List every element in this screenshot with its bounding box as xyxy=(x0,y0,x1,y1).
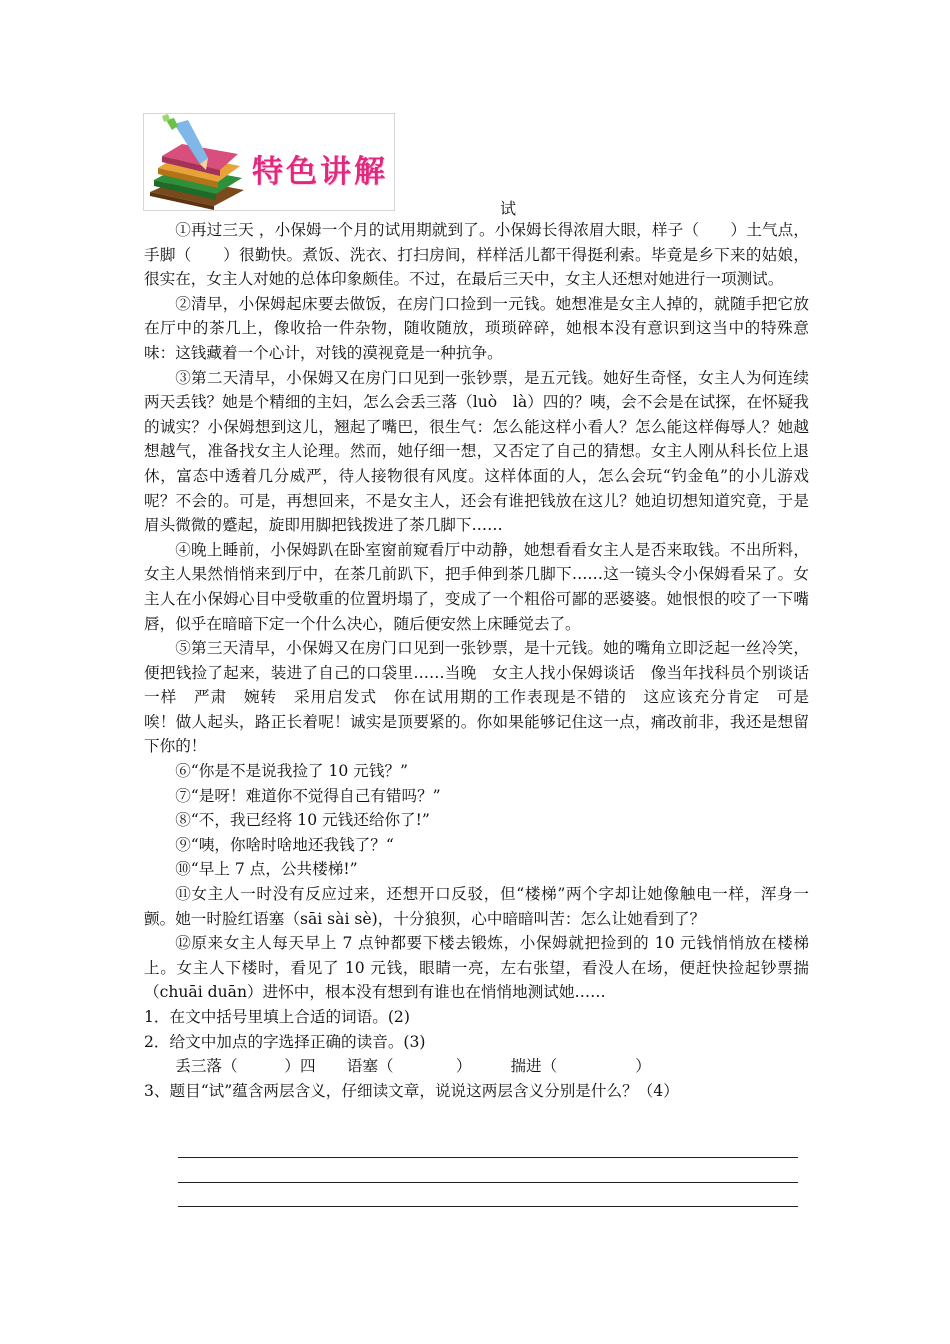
answer-line[interactable] xyxy=(178,1182,798,1183)
question-2-blanks[interactable]: 丢三落（ ）四 语塞（ ） 揣进（ ） xyxy=(175,1057,651,1076)
article-paragraph: ②清早，小保姆起床要去做饭，在房门口捡到一元钱。她想准是女主人掉的，就随手把它放在厅中的茶几上，像收拾一件杂物，随收随放，琐琐碎碎，她根本没有意识到这当中的特殊意味：这钱藏着一个心计，对钱的漠视竟是一种抗争。 xyxy=(144,294,809,362)
article-paragraph: ⑥“你是不是说我捡了 10 元钱？” xyxy=(175,762,409,781)
article-paragraph: ⑪女主人一时没有反应过来，还想开口反驳，但“楼梯”两个字却让她像触电一样，浑身一颤。她一时脸红语塞（sāi sài sè)，十分狼狈，心中暗暗叫苦：怎么让她看到了？ xyxy=(144,885,809,928)
question-3: 3、题目“试”蕴含两层含义，仔细读文章，说说这两层含义分别是什么？（4） xyxy=(144,1081,679,1100)
article-paragraph: ⑧“不，我已经将 10 元钱还给你了!” xyxy=(175,811,430,830)
article-paragraph: ③第二天清早，小保姆又在房门口见到一张钞票，是五元钱。她好生奇怪，女主人为何连续两天丢钱？她是个精细的主妇，怎么会丢三落（luò là）四的？咦，会不会是在试探，在怀疑我的诚实？小保姆想到这儿，翘起了嘴巴，很生气：怎么能这样小看人？怎么能这样侮辱人？她越想越气，准备找女主人论理。然而，她仔细一想，又否定了自己的猜想。女主人刚从科长位上退休，富态中透着几分威严，待人接物很有风度。这样体面的人，怎么会玩“钓金龟”的小儿游戏呢？不会的。可是，再想回来，不是女主人，还会有谁把钱放在这儿？她迫切想知道究竟，于是眉头微微的蹙起，旋即用脚把钱拨进了茶几脚下…… xyxy=(144,368,809,535)
answer-line[interactable] xyxy=(178,1206,798,1207)
article-body xyxy=(144,218,825,1103)
answer-line[interactable] xyxy=(178,1157,798,1158)
article-paragraph: ①再过三天 ，小保姆一个月的试用期就到了。小保姆长得浓眉大眼，样子（ ）土气点，手脚（ ）很勤快。煮饭、洗衣、打扫房间，样样活儿都干得挺利索。毕竟是乡下来的姑娘，很实在，女主人对她的总体印象颇佳。不过，在最后三天中，女主人还想对她进行一项测试。 xyxy=(144,221,809,289)
feature-banner xyxy=(143,113,395,211)
article-paragraph: ④晚上睡前，小保姆趴在卧室窗前窥看厅中动静，她想看看女主人是否来取钱。不出所料，女主人果然悄悄来到厅中，在茶几前趴下，把手伸到茶几脚下……这一镜头令小保姆看呆了。女主人在小保姆心目中受敬重的位置坍塌了，变成了一个粗俗可鄙的恶婆婆。她恨恨的咬了一下嘴唇，似乎在暗暗下定一个什么决心，随后便安然上床睡觉去了。 xyxy=(144,540,809,633)
article-paragraph: ⑦“是呀！难道你不觉得自己有错吗？” xyxy=(175,786,441,805)
question-1: 1．在文中括号里填上合适的词语。(2) xyxy=(144,1008,410,1026)
banner-title: 特色讲解 xyxy=(252,154,388,190)
article-paragraph: ⑫原来女主人每天早上 7 点钟都要下楼去锻炼，小保姆就把捡到的 10 元钱悄悄放在楼梯上。女主人下楼时，看见了 10 元钱，眼睛一亮，左右张望，看没人在场，便赶快捡起钞票揣（chuāi duān）进怀中，根本没有想到有谁也在悄悄地测试她…… xyxy=(144,934,809,1002)
article-paragraph: ⑩“早上 7 点，公共楼梯!” xyxy=(175,860,358,879)
article-paragraph: ⑤第三天清早，小保姆又在房门口见到一张钞票，是十元钱。她的嘴角立即泛起一丝冷笑，便把钱捡了起来，装进了自己的口袋里……当晚 女主人找小保姆谈话 像当年找科员个别谈话一样 严肃 婉转 采用启发式 你在试用期的工作表现是不错的 这应该充分肯定 可是 唉！做人起头，路正长着呢！诚实是顶要紧的。你如果能够记住这一点，痛改前非，我还是想留下你的！ xyxy=(144,639,825,756)
article-paragraph: ⑨“咦，你啥时啥地还我钱了？“ xyxy=(175,835,394,854)
question-2: 2．给文中加点的字选择正确的读音。(3) xyxy=(144,1032,426,1051)
article-title: 试 xyxy=(500,199,517,218)
